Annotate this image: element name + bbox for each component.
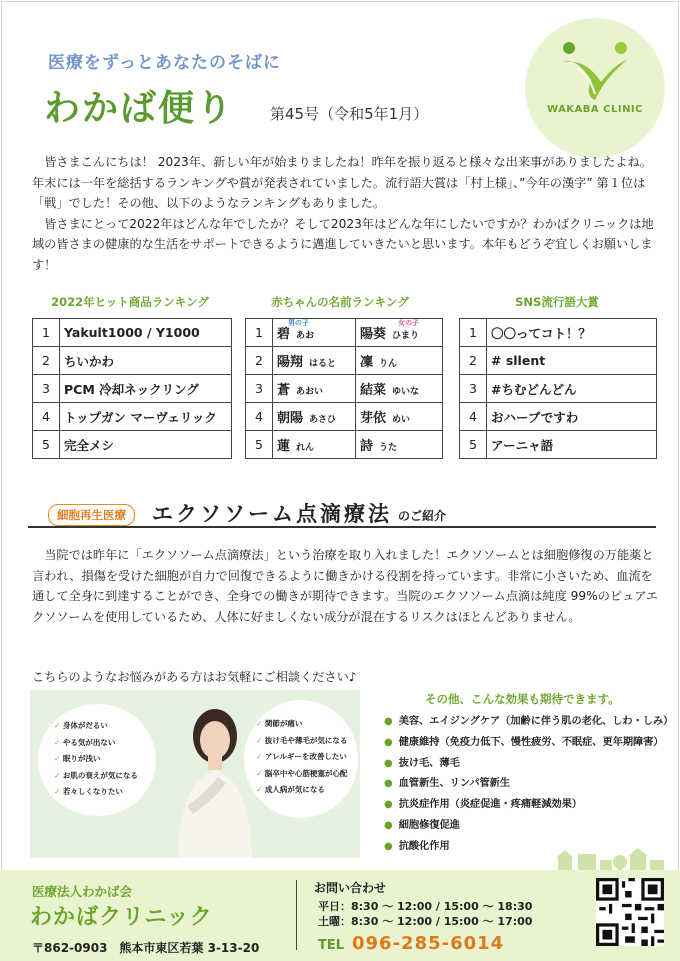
- effect-item: ● 細胞修復促進: [384, 816, 673, 837]
- boy-reading: あおい: [296, 387, 324, 397]
- logo-text: WAKABA CLINIC: [546, 104, 643, 115]
- table-row: [460, 347, 657, 375]
- girl-reading: うた: [379, 443, 398, 453]
- boy-label: 男の子: [288, 319, 309, 327]
- exosome-text: [32, 545, 660, 627]
- babies-ranking-table: [245, 318, 443, 459]
- rank-item: #ちむどんどん: [487, 375, 657, 403]
- rank-item: # sllent: [487, 347, 657, 375]
- effects-list: [384, 712, 673, 858]
- table-row: [33, 403, 232, 431]
- boy-name: 蒼: [277, 383, 291, 398]
- leaf-heart-icon: [555, 38, 635, 102]
- worry-item: ✓ 成人病が気になる: [256, 782, 347, 799]
- section-title: エクソソーム点滴療法: [152, 502, 392, 526]
- boy-reading: あさひ: [309, 415, 337, 425]
- worry-item: ✓ 若々しくなりたい: [54, 784, 138, 801]
- table-row: [33, 319, 232, 347]
- clinic-name: わかばクリニック: [30, 905, 213, 930]
- rank-number: 5: [460, 431, 487, 459]
- rank-number: 4: [33, 403, 60, 431]
- effect-item: ● 抗酸化作用: [384, 837, 673, 858]
- boy-name: 陽翔: [277, 355, 304, 370]
- consult-text: こちらのようなお悩みがある方はお気軽にご相談ください♪: [32, 670, 357, 684]
- table-row: [460, 375, 657, 403]
- worries-illustration: [30, 690, 360, 858]
- table-row: [460, 319, 657, 347]
- clinic-logo: [525, 18, 665, 158]
- intro-paragraph-2: 皆さまにとって2022年はどんな年でしたか？そして2023年はどんな年にしたいですか？わかばクリニックは地域の皆さまの健康的な生活をサポートできるように邁進していきたいと思います。本年もどうぞ宜しくお願いします！: [32, 216, 654, 272]
- rank-item: おハーブですわ: [487, 403, 657, 431]
- table-row: [460, 431, 657, 459]
- contact-label: お問い合わせ: [314, 881, 387, 895]
- girl-name: 詩: [360, 439, 374, 454]
- table-row: [460, 403, 657, 431]
- town-silhouette-icon: [556, 846, 666, 872]
- rank-item: Yakult1000 / Y1000: [60, 319, 232, 347]
- girl-reading: ゆいな: [392, 387, 420, 397]
- intro-text: [32, 152, 660, 275]
- girl-name: 陽葵: [360, 327, 387, 342]
- issue-number: 第45号（令和5年1月）: [270, 105, 429, 123]
- phone-number[interactable]: 096-285-6014: [352, 933, 505, 954]
- newsletter-title: わかば便り: [44, 88, 235, 129]
- worries-bubble-left: [38, 704, 156, 816]
- boy-name: 蓮: [277, 439, 291, 454]
- girl-name: 結菜: [360, 383, 387, 398]
- intro-paragraph-1: 皆さまこんにちは！ 2023年、新しい年が始まりましたね！昨年を振り返ると様々な出来事がありましたよね。年末には一年を総括するランキングや賞が発表されていました。流行語大賞は「村上様」、”今年の漢字” 第１位は「戦」でした！その他、以下のようなランキングもありました。: [32, 155, 652, 210]
- worry-item: ✓ 身体がだるい: [54, 718, 138, 735]
- sns-ranking-title: SNS流行語大賞: [515, 295, 599, 309]
- tagline: 医療をずっとあなたのそばに: [48, 53, 281, 73]
- hours-saturday: 土曜：8:30 ～ 12:00 / 15:00 ～ 17:00: [318, 915, 533, 928]
- rank-number: 4: [246, 403, 273, 431]
- boy-name: 朝陽: [277, 411, 304, 426]
- babies-ranking-title: 赤ちゃんの名前ランキング: [271, 295, 409, 309]
- effect-item: ● 健康維持（免疫力低下、慢性疲労、不眠症、更年期障害）: [384, 733, 673, 754]
- worry-item: ✓ 脳卒中や心筋梗塞が心配: [256, 766, 347, 783]
- boy-reading: あお: [296, 331, 315, 341]
- rank-number: 4: [460, 403, 487, 431]
- rank-number: 5: [246, 431, 273, 459]
- rank-number: 1: [246, 319, 273, 347]
- girl-label: 女の子: [398, 319, 419, 327]
- boy-reading: はると: [309, 359, 337, 369]
- worry-item: ✓ やる気が出ない: [54, 735, 138, 752]
- rank-number: 1: [33, 319, 60, 347]
- rank-number: 2: [460, 347, 487, 375]
- girl-reading: りん: [379, 359, 398, 369]
- rank-item: PCM 冷却ネックリング: [60, 375, 232, 403]
- effects-title: その他、こんな効果も期待できます。: [425, 692, 620, 706]
- worry-item: ✓ 眠りが浅い: [54, 751, 138, 768]
- rank-number: 2: [246, 347, 273, 375]
- effect-item: ● 美容、エイジングケア（加齢に伴う肌の老化、しわ・しみ）: [384, 712, 673, 733]
- worry-item: ✓ アレルギーを改善したい: [256, 749, 347, 766]
- table-row: [246, 431, 443, 459]
- qr-code-icon[interactable]: [596, 878, 664, 946]
- section-subtitle: のご紹介: [398, 509, 447, 523]
- section-tag: 細胞再生医療: [48, 504, 135, 526]
- girl-reading: ひまり: [392, 331, 420, 341]
- rank-number: 3: [33, 375, 60, 403]
- footer-divider: [296, 880, 297, 950]
- section-header: [28, 498, 656, 532]
- girl-reading: めい: [392, 415, 411, 425]
- rank-number: 2: [33, 347, 60, 375]
- girl-name: 芽依: [360, 411, 387, 426]
- table-row: [246, 347, 443, 375]
- effect-item: ● 抜け毛、薄毛: [384, 754, 673, 775]
- rank-item: ちいかわ: [60, 347, 232, 375]
- rank-number: 3: [460, 375, 487, 403]
- worry-item: ✓ 関節が痛い: [256, 716, 347, 733]
- exosome-paragraph: 当院では昨年に「エクソソーム点滴療法」という治療を取り入れました！エクソソームとは細胞修復の万能薬と言われ、損傷を受けた細胞が自力で回復できるように働きかける役割を持っています。非常に小さいため、血流を通して全身に到達することができ、全身での働きが期待できます。当院のエクソソーム点滴は純度 99%のピュアエクソソームを使用しているため、人体に好ましくない成分が混在するリスクはほとんどありません。: [32, 548, 659, 624]
- girl-name: 凜: [360, 355, 374, 370]
- worry-item: ✓ お肌の衰えが気になる: [54, 768, 138, 785]
- tel-label: TEL: [318, 938, 345, 953]
- boy-name: 碧: [277, 327, 291, 342]
- products-ranking-title: 2022年ヒット商品ランキング: [51, 295, 209, 309]
- hours-weekday: 平日：8:30 ～ 12:00 / 15:00 ～ 18:30: [318, 900, 533, 913]
- products-ranking-table: [32, 318, 232, 459]
- rank-item: 〇〇ってコト！？: [487, 319, 657, 347]
- boy-reading: れん: [296, 443, 315, 453]
- rank-item: アーニャ語: [487, 431, 657, 459]
- effect-item: ● 抗炎症作用（炎症促進・疼痛軽減効果）: [384, 795, 673, 816]
- table-row: [246, 319, 443, 347]
- table-row: [33, 375, 232, 403]
- rank-number: 3: [246, 375, 273, 403]
- rank-number: 5: [33, 431, 60, 459]
- address: 〒862-0903 熊本市東区若葉 3-13-20: [32, 941, 260, 955]
- corporation-name: 医療法人わかば会: [32, 884, 133, 899]
- opening-hours: [318, 899, 532, 929]
- table-row: [33, 347, 232, 375]
- rank-item: 完全メシ: [60, 431, 232, 459]
- table-row: [246, 403, 443, 431]
- table-row: [33, 431, 232, 459]
- sns-ranking-table: [459, 318, 657, 459]
- worries-bubble-right: [244, 700, 358, 818]
- table-row: [246, 375, 443, 403]
- worry-item: ✓ 抜け毛や薄毛が気になる: [256, 733, 347, 750]
- rank-number: 1: [460, 319, 487, 347]
- effect-item: ● 血管新生、リンパ管新生: [384, 774, 673, 795]
- rank-item: トップガン マーヴェリック: [60, 403, 232, 431]
